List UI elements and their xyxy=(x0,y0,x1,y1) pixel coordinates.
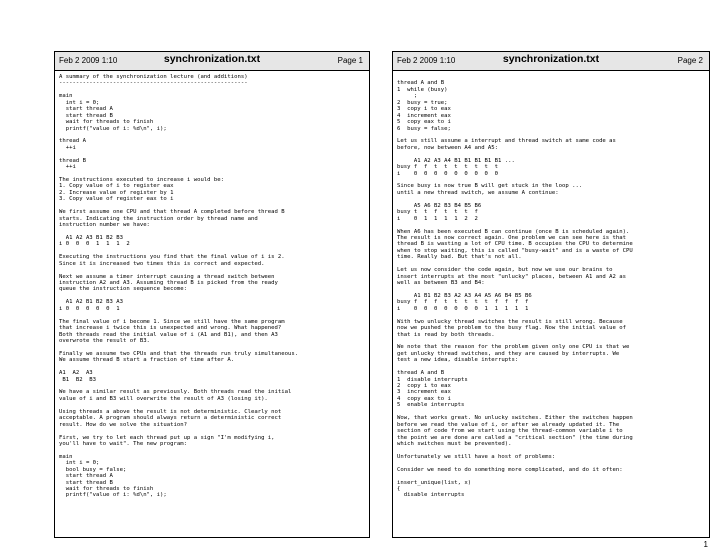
text-line: A1 A2 A3 B1 B2 B3 xyxy=(59,234,123,241)
text-line: start thread B xyxy=(59,479,113,486)
text-line: The result is now correct again. One problem we can see here is that xyxy=(397,234,627,241)
page-text xyxy=(55,71,369,499)
text-line: that increase i twice this is unexpected and wrong. What happened? xyxy=(59,325,282,332)
header-page-number: Page 1 xyxy=(337,56,363,65)
text-line: i 0 0 0 0 0 0 0 0 0 xyxy=(397,170,499,177)
header-page-number: Page 2 xyxy=(677,56,703,65)
text-line: i 0 1 1 1 1 2 2 xyxy=(397,215,478,222)
text-line: bool busy = false; xyxy=(59,466,127,473)
page-header xyxy=(393,52,709,71)
text-line: First, we try to let each thread put up a sign "I'm modifying i, xyxy=(59,434,275,441)
text-line: A1 B1 B2 B3 A2 A3 A4 A5 A6 B4 B5 B6 xyxy=(397,292,532,299)
text-line: instruction A2 and A3. Assuming thread B is picked from the ready xyxy=(59,280,278,286)
text-line: 4 increment eax xyxy=(397,112,451,119)
text-line: int i = 0; xyxy=(59,460,100,467)
text-line: Let us still assume a interrupt and thread switch at same code as xyxy=(397,138,616,145)
text-line: main xyxy=(59,93,73,100)
text-line: section of code from we start using the thread-common variable i to xyxy=(397,428,623,435)
text-line: thread B xyxy=(59,157,86,164)
text-line: thread A and B xyxy=(397,370,445,377)
text-line: busy t t f t t t f xyxy=(397,209,478,216)
text-line: We have a similar result as previously. Both threads read the initial xyxy=(59,389,292,396)
text-line: We note that the reason for the problem given only one CPU is that we xyxy=(397,344,630,351)
text-line: start thread A xyxy=(59,106,113,113)
text-line: The instructions executed to increase i would be: xyxy=(59,177,225,183)
text-line: B1 B2 B3 xyxy=(59,376,97,383)
text-line: result. How do we solve the situation? xyxy=(59,421,187,428)
header-title: synchronization.txt xyxy=(502,53,600,65)
text-line: Since it is increased two times this is correct and expected. xyxy=(59,260,265,267)
text-line: when to stop waiting, this is called "busy-wait" and is a waste of CPU xyxy=(397,247,633,254)
sheet-number: 1 xyxy=(703,540,708,549)
text-line: printf("value of i: %d\n", i); xyxy=(59,492,167,499)
text-line: thread A xyxy=(59,138,86,145)
text-line: wait for threads to finish xyxy=(59,119,154,126)
text-line: get unlucky thread switches, and they are caused by interrupts. We xyxy=(397,350,620,357)
text-line: start thread A xyxy=(59,473,113,480)
header-title: synchronization.txt xyxy=(163,53,261,65)
text-line: We first assume one CPU and that thread A completed before thread B xyxy=(59,209,285,216)
text-line: A1 A2 A3 A4 B1 B1 B1 B1 B1 ... xyxy=(397,157,515,164)
text-line: test a new idea, disable interrupts: xyxy=(397,357,519,364)
text-line: insert_unique(list, x) xyxy=(397,479,472,486)
text-line: 3. Copy value of register eax to i xyxy=(59,196,174,203)
text-line: Finally we assume two CPUs and that the threads run truly simultaneous. xyxy=(59,350,299,357)
text-line: Let us now consider the code again, but now we use our brains to xyxy=(397,267,613,274)
text-line: that is read by both threads. xyxy=(397,331,495,338)
text-line: printf("value of i: %d\n", i); xyxy=(59,125,167,132)
text-line: 3 increment eax xyxy=(397,389,451,396)
text-line: time. Really bad. But that's not all. xyxy=(397,254,522,261)
text-line: 5 copy eax to i xyxy=(397,119,451,126)
text-line: With two unlucky thread switches the result is still wrong. Because xyxy=(397,318,623,325)
text-line: thread A and B xyxy=(397,80,445,87)
text-line: main xyxy=(59,453,73,460)
text-line: ++i xyxy=(59,164,76,171)
text-line: busy f f f t t t t t f f f f xyxy=(397,299,529,306)
text-line: 1. Copy value of i to register eax xyxy=(59,183,174,190)
text-line: 1 while (busy) xyxy=(397,86,448,93)
text-line: i 0 0 0 0 0 1 xyxy=(59,305,120,312)
text-line: 4 copy eax to i xyxy=(397,395,451,402)
text-line: Both threads read the initial value of i (A1 and B1), and then A3 xyxy=(59,331,278,338)
text-line: i 0 0 0 1 1 1 2 xyxy=(59,241,130,248)
text-line: ++i xyxy=(59,144,76,151)
text-line: -------------------------------------------------------- xyxy=(59,80,248,87)
text-line: When A6 has been executed B can continue (once B is scheduled again). xyxy=(397,228,630,235)
text-line: before, now between A4 and A5: xyxy=(397,144,499,151)
text-line: 2. Increase value of register by 1 xyxy=(59,189,174,196)
page-text xyxy=(393,71,709,499)
text-line: A1 A2 B1 B2 B3 A3 xyxy=(59,299,123,306)
header-date: Feb 2 2009 1:10 xyxy=(397,56,456,65)
text-line: disable interrupts xyxy=(397,492,465,499)
text-line: A1 A2 A3 xyxy=(59,370,93,377)
text-line: 5 enable interrupts xyxy=(397,402,465,409)
text-line: which switches must be prevented). xyxy=(397,440,512,447)
text-line: ; xyxy=(397,93,418,100)
text-line: value of i and B3 will overwrite the result of A3 (losing it). xyxy=(59,395,268,402)
header-date: Feb 2 2009 1:10 xyxy=(59,56,118,65)
text-line: 2 copy i to eax xyxy=(397,383,451,389)
text-line: int i = 0; xyxy=(59,99,100,106)
text-line: A5 A6 B2 B3 B4 B5 B6 xyxy=(397,202,482,209)
text-line: We assume thread B start a fraction of time after A. xyxy=(59,357,235,364)
document-page-2 xyxy=(392,51,710,538)
text-line: queue the instruction sequence become: xyxy=(59,286,187,293)
page-header xyxy=(55,52,369,71)
text-line: overwrote the result of B3. xyxy=(59,337,150,344)
text-line: instruction number we have: xyxy=(59,222,150,229)
text-line: 3 copy i to eax xyxy=(397,106,451,113)
text-line: A summary of the synchronization lecture (and additions) xyxy=(59,74,248,80)
text-line: until a new thread switch, we assume A continue: xyxy=(397,189,559,196)
text-line: before we read the value of i, or after we already updated it. The xyxy=(397,421,620,428)
text-line: you'll have to wait". The new program: xyxy=(59,440,187,447)
text-line: Next we assume a timer interrupt causing a thread switch between xyxy=(59,273,275,280)
text-line: insert interrupts at the most "unlucky" places, between A1 and A2 as xyxy=(397,273,627,280)
text-line: Unfortunately we still have a host of problems: xyxy=(397,453,556,460)
text-line: The final value of i become 1. Since we still have the same program xyxy=(59,318,285,325)
text-line: { xyxy=(397,486,401,492)
text-line: wait for threads to finish xyxy=(59,486,154,492)
text-line: 1 disable interrupts xyxy=(397,376,468,383)
text-line: the point we are done are called a "critical section" (the time during xyxy=(397,434,633,441)
text-line: now we pushed the problem to the busy flag. Now the initial value of xyxy=(397,325,627,332)
text-line: Consider we need to do something more complicated, and do it often: xyxy=(397,466,623,473)
text-line: 2 busy = true; xyxy=(397,99,448,106)
document-page-1 xyxy=(54,51,370,538)
text-line: 6 busy = false; xyxy=(397,125,451,132)
text-line: i 0 0 0 0 0 0 0 1 1 1 1 1 xyxy=(397,305,529,312)
text-line: well as between B3 and B4: xyxy=(397,280,485,286)
text-line: Wow, that works great. No unlucky switches. Either the switches happen xyxy=(397,415,633,422)
text-line: starts. Indicating the instruction order by thread name and xyxy=(59,215,258,222)
text-line: busy f f t t t t t t t xyxy=(397,164,499,171)
text-line: Executing the instructions you find that the final value of i is 2. xyxy=(59,254,285,261)
text-line: Using threads a above the result is not deterministic. Clearly not xyxy=(59,408,282,415)
text-line: acceptable. A program should always return a deterministic correct xyxy=(59,415,282,422)
text-line: start thread B xyxy=(59,112,113,119)
text-line: thread B is wasting a lot of CPU time. B occupies the CPU to determine xyxy=(397,241,633,248)
text-line: Since busy is now true B will get stuck in the loop ... xyxy=(397,183,583,190)
